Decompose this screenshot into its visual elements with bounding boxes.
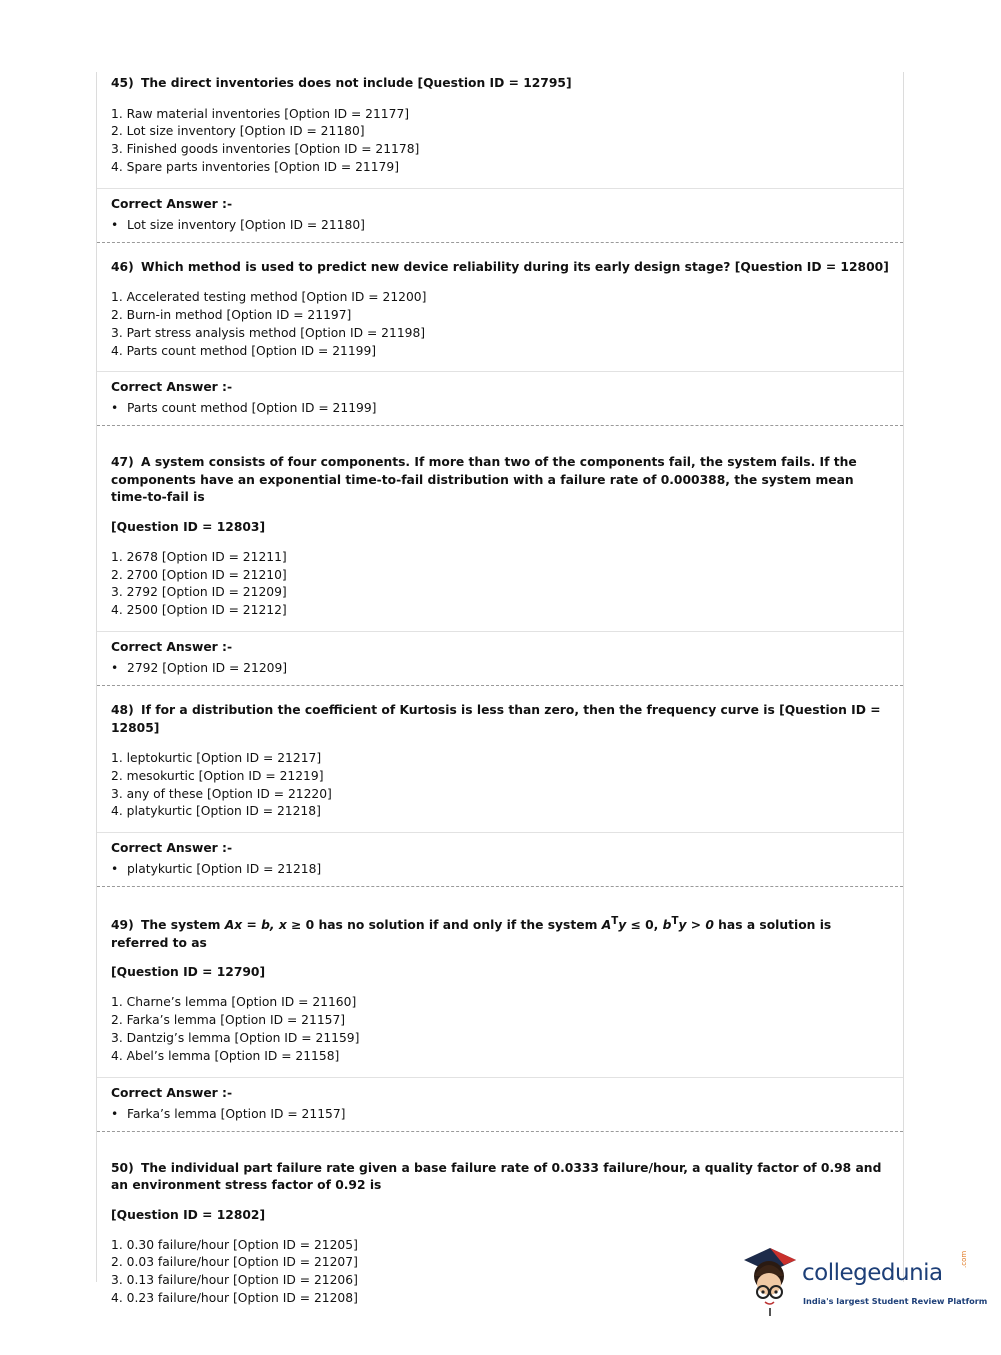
option-item: 1. 0.30 failure/hour [Option ID = 21205] <box>111 1237 358 1252</box>
correct-answer-label: Correct Answer :- <box>111 640 233 655</box>
correct-answer-text: Farka’s lemma [Option ID = 21157] <box>127 1106 346 1121</box>
option-item: 2. Lot size inventory [Option ID = 21180] <box>111 124 365 139</box>
option-item: 3. Finished goods inventories [Option ID = 21178] <box>111 142 420 157</box>
bullet-icon: • <box>111 1106 119 1121</box>
option-item: 1. Charne’s lemma [Option ID = 21160] <box>111 995 357 1010</box>
math-expression: b <box>662 918 672 933</box>
correct-answer-text: 2792 [Option ID = 21209] <box>127 661 288 676</box>
option-item: 1. Accelerated testing method [Option ID = 21200] <box>111 290 427 305</box>
question-text-part: ≤ 0, <box>626 918 663 933</box>
question-list <box>97 72 903 1308</box>
option-list <box>111 750 889 821</box>
option-item: 3. 0.13 failure/hour [Option ID = 21206] <box>111 1273 358 1288</box>
question-text-part: ≥ 0 has no solution if and only if the system <box>286 918 602 933</box>
correct-answer-text: Parts count method [Option ID = 21199] <box>127 401 377 416</box>
math-expression: Ax = b, x <box>224 918 287 933</box>
bullet-icon: • <box>111 401 119 416</box>
correct-answer-text: Lot size inventory [Option ID = 21180] <box>127 217 365 232</box>
question-number: 49) <box>111 918 134 933</box>
question-text: The direct inventories does not include [Question ID = 12795] <box>141 76 572 90</box>
option-item: 2. Farka’s lemma [Option ID = 21157] <box>111 1013 346 1028</box>
option-item: 4. Parts count method [Option ID = 21199] <box>111 343 377 358</box>
correct-answer-label: Correct Answer :- <box>111 380 233 395</box>
question-number: 46) <box>111 259 134 274</box>
logo-wordmark: collegedunia <box>802 1260 943 1286</box>
option-item: 4. 2500 [Option ID = 21212] <box>111 603 287 618</box>
option-item: 2. 0.03 failure/hour [Option ID = 21207] <box>111 1255 358 1270</box>
logo-domain: .com <box>960 1250 968 1268</box>
option-item: 1. 2678 [Option ID = 21211] <box>111 549 287 564</box>
option-item: 3. Dantzig’s lemma [Option ID = 21159] <box>111 1030 360 1045</box>
question-48 <box>97 686 903 821</box>
question-id: [Question ID = 12790] <box>111 965 266 980</box>
correct-answer-label: Correct Answer :- <box>111 841 233 856</box>
option-item: 4. 0.23 failure/hour [Option ID = 21208] <box>111 1290 358 1305</box>
question-text: If for a distribution the coefficient of Kurtosis is less than zero, then the frequency curve is [Question ID = 12805] <box>111 703 881 735</box>
option-item: 3. 2792 [Option ID = 21209] <box>111 585 287 600</box>
question-text: A system consists of four components. If more than two of the components fail, the system fails. If the components have an exponential time-to-fail distribution with a failure rate of 0.000388, the system mean time-to-fail is <box>111 455 857 505</box>
bullet-icon: • <box>111 217 119 232</box>
question-text-part: has a solution is referred to as <box>111 918 832 950</box>
mascot-icon <box>740 1246 802 1318</box>
correct-answer-label: Correct Answer :- <box>111 196 233 211</box>
correct-answer-block <box>97 1078 903 1131</box>
option-item: 4. platykurtic [Option ID = 21218] <box>111 804 321 819</box>
math-superscript: T <box>671 915 679 928</box>
question-number: 50) <box>111 1160 134 1175</box>
correct-answer-block <box>97 833 903 886</box>
question-number: 45) <box>111 76 134 90</box>
question-id: [Question ID = 12803] <box>111 519 266 534</box>
option-list <box>111 289 889 360</box>
correct-answer-block <box>97 632 903 685</box>
option-list <box>111 549 889 620</box>
math-expression: A <box>601 918 612 933</box>
option-item: 4. Abel’s lemma [Option ID = 21158] <box>111 1048 340 1063</box>
option-item: 2. 2700 [Option ID = 21210] <box>111 567 287 582</box>
question-49 <box>97 887 903 1065</box>
question-text-part: The system <box>141 918 225 933</box>
question-id: [Question ID = 12802] <box>111 1207 266 1222</box>
option-list <box>111 994 889 1065</box>
question-46 <box>97 243 903 361</box>
question-47 <box>97 426 903 620</box>
option-item: 2. Burn-in method [Option ID = 21197] <box>111 307 352 322</box>
bullet-icon: • <box>111 661 119 676</box>
correct-answer-text: platykurtic [Option ID = 21218] <box>127 862 322 877</box>
bullet-icon: • <box>111 862 119 877</box>
option-item: 4. Spare parts inventories [Option ID = 21179] <box>111 159 400 174</box>
logo-tagline: India's largest Student Review Platform <box>803 1296 988 1306</box>
option-item: 3. Part stress analysis method [Option ID = 21198] <box>111 325 426 340</box>
option-list <box>111 106 889 177</box>
correct-answer-block <box>97 189 903 242</box>
math-expression: y > 0 <box>678 918 714 933</box>
question-45 <box>97 72 903 177</box>
question-number: 47) <box>111 455 134 470</box>
option-item: 2. mesokurtic [Option ID = 21219] <box>111 768 324 783</box>
collegedunia-logo[interactable] <box>740 1246 988 1318</box>
question-text: Which method is used to predict new device reliability during its early design stage? [Question ID = 12800] <box>141 259 889 274</box>
correct-answer-block <box>97 372 903 425</box>
page-border-right <box>903 72 904 1282</box>
math-expression: y <box>618 918 627 933</box>
option-item: 1. leptokurtic [Option ID = 21217] <box>111 751 322 766</box>
math-superscript: T <box>611 915 619 928</box>
option-item: 1. Raw material inventories [Option ID = 21177] <box>111 106 410 121</box>
question-number: 48) <box>111 703 134 718</box>
correct-answer-label: Correct Answer :- <box>111 1085 233 1100</box>
option-item: 3. any of these [Option ID = 21220] <box>111 786 332 801</box>
question-text: The individual part failure rate given a base failure rate of 0.0333 failure/hour, a quality factor of 0.98 and an environment stress factor of 0.92 is <box>111 1160 882 1193</box>
